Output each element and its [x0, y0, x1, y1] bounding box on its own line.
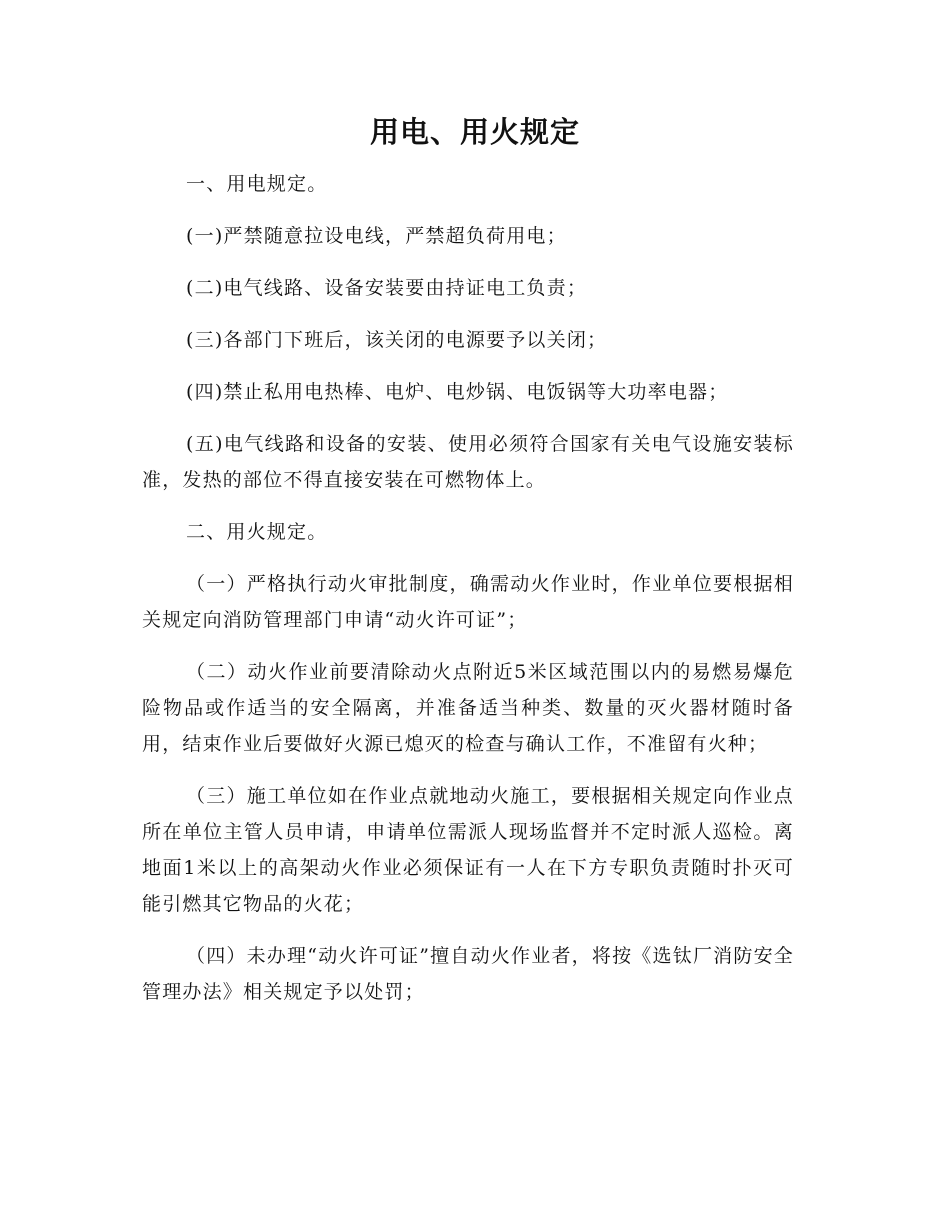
paragraph: (五)电气线路和设备的安装、使用必须符合国家有关电气设施安装标准，发热的部位不得直接安装在可燃物体上。: [142, 433, 794, 491]
paragraph: （四）未办理“动火许可证”擅自动火作业者，将按《选钛厂消防安全管理办法》相关规定予以处罚；: [142, 945, 794, 1003]
paragraph: （一）严格执行动火审批制度，确需动火作业时，作业单位要根据相关规定向消防管理部门申请“动火许可证”；: [142, 573, 794, 631]
section-heading-fire: 二、用火规定。: [186, 521, 328, 543]
document-body: [142, 166, 794, 1026]
paragraph: （二）动火作业前要清除动火点附近5米区域范围以内的易燃易爆危险物品或作适当的安全隔离，并准备适当种类、数量的灭火器材随时备用，结束作业后要做好火源已熄灭的检查与确认工作，不准留有火种；: [142, 661, 794, 755]
paragraph: (一)严禁随意拉设电线，严禁超负荷用电；: [186, 225, 567, 247]
paragraph: （三）施工单位如在作业点就地动火施工，要根据相关规定向作业点所在单位主管人员申请，申请单位需派人现场监督并不定时派人巡检。离地面1米以上的高架动火作业必须保证有一人在下方专职负责随时扑灭可能引燃其它物品的火花；: [142, 785, 794, 915]
paragraph: (二)电气线路、设备安装要由持证电工负责；: [186, 277, 588, 299]
paragraph: (四)禁止私用电热棒、电炉、电炒锅、电饭锅等大功率电器；: [186, 381, 729, 403]
section-heading-electricity: 一、用电规定。: [186, 173, 328, 195]
paragraph: (三)各部门下班后，该关闭的电源要予以关闭；: [186, 329, 608, 351]
document-title: 用电、用火规定: [369, 115, 580, 149]
